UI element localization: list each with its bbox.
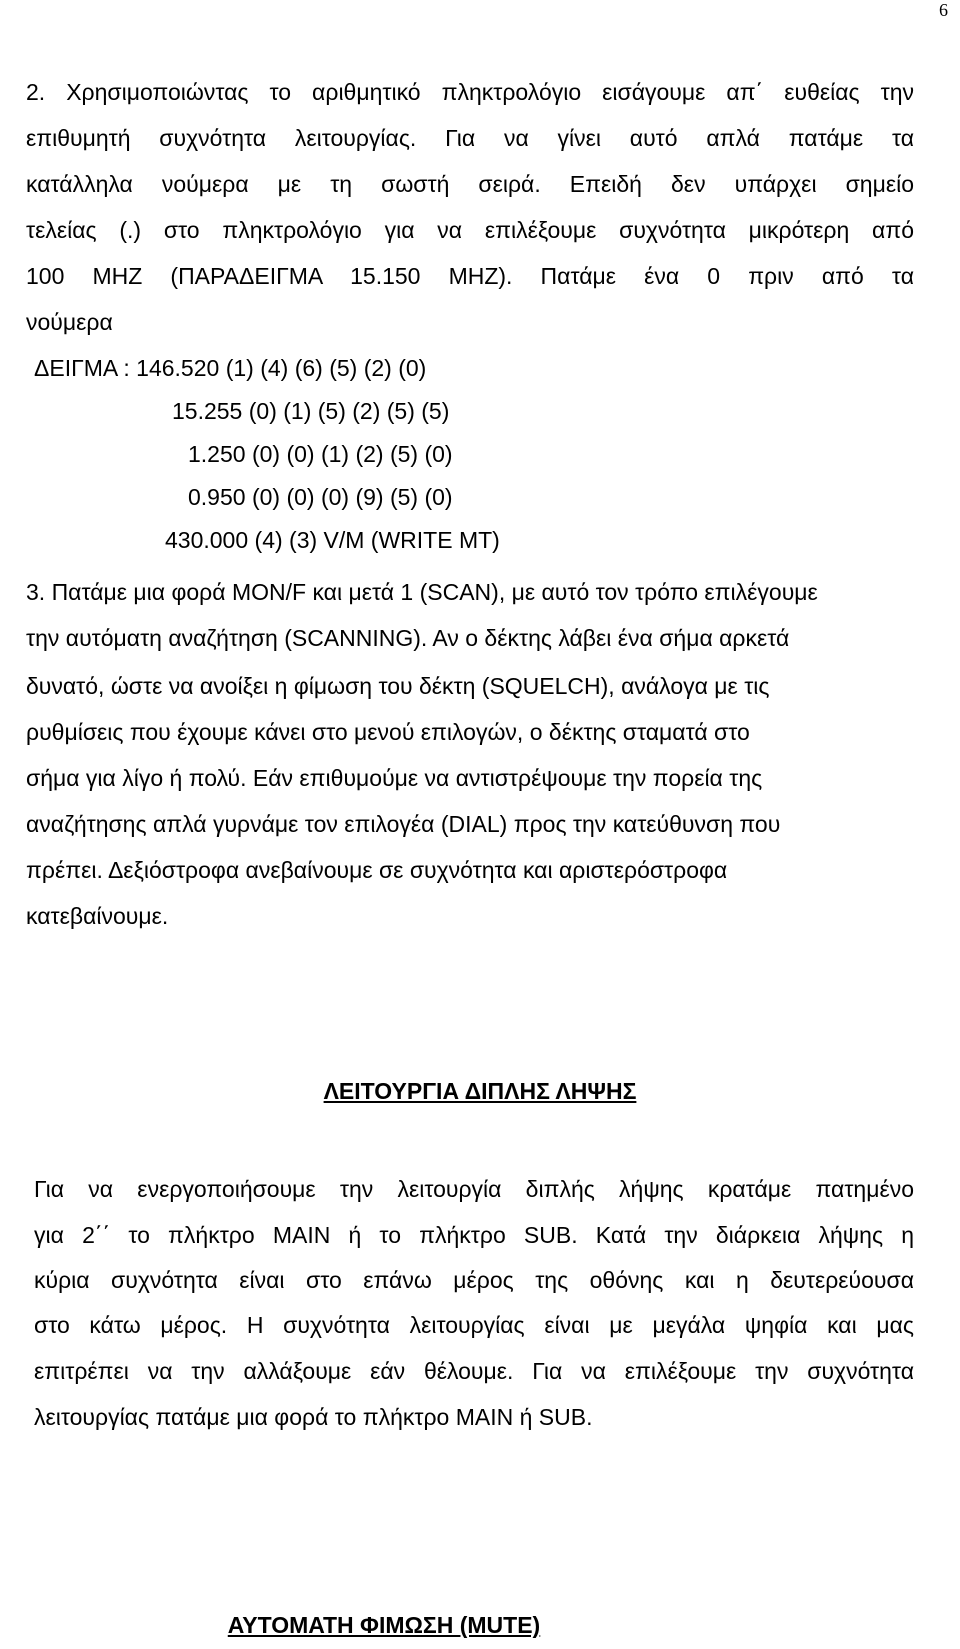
dual-receive-line-1: Για να ενεργοποιήσουμε την λειτουργία διπλής λήψης κρατάμε πατημένο	[34, 1176, 914, 1202]
example-line-1: ΔΕΙΓΜΑ : 146.520 (1) (4) (6) (5) (2) (0)	[34, 355, 427, 381]
dual-receive-line-4: στο κάτω μέρος. Η συχνότητα λειτουργίας είναι με μεγάλα ψηφία και μας	[34, 1312, 914, 1338]
dual-receive-line-3: κύρια συχνότητα είναι στο επάνω μέρος της οθόνης και η δευτερεύουσα	[34, 1267, 914, 1293]
section-3-line-3: δυνατό, ώστε να ανοίξει η φίμωση του δέκτη (SQUELCH), ανάλογα με τις	[26, 673, 770, 699]
section-3-line-2: την αυτόματη αναζήτηση (SCANNING). Αν ο δέκτης λάβει ένα σήμα αρκετά	[26, 625, 790, 651]
section-2-line-1: 2. Χρησιμοποιώντας το αριθμητικό πληκτρολόγιο εισάγουμε απ΄ ευθείας την	[26, 79, 914, 105]
section-3-line-7: πρέπει. Δεξιόστροφα ανεβαίνουμε σε συχνότητα και αριστερόστροφα	[26, 857, 728, 883]
section-2-line-4: τελείας (.) στο πληκτρολόγιο για να επιλέξουμε συχνότητα μικρότερη από	[26, 217, 914, 243]
mute-heading: ΑΥΤΟΜΑΤΗ ΦΙΜΩΣΗ (MUTE)	[227, 1612, 541, 1638]
section-3-line-8: κατεβαίνουμε.	[26, 903, 169, 929]
example-line-5: 430.000 (4) (3) V/M (WRITE MT)	[165, 527, 500, 553]
section-2-line-6: νούμερα	[26, 309, 113, 335]
page-number: 6	[939, 0, 948, 20]
section-2-line-3: κατάλληλα νούμερα με τη σωστή σειρά. Επειδή δεν υπάρχει σημείο	[26, 171, 914, 197]
example-line-3: 1.250 (0) (0) (1) (2) (5) (0)	[188, 441, 453, 467]
section-3-line-1: 3. Πατάμε μια φορά MON/F και μετά 1 (SCAN), με αυτό τον τρόπο επιλέγουμε	[26, 579, 818, 605]
dual-receive-line-2: για 2΄΄ το πλήκτρο MAIN ή το πλήκτρο SUB. Κατά την διάρκεια λήψης η	[34, 1222, 914, 1248]
section-3-line-4: ρυθμίσεις που έχουμε κάνει στο μενού επιλογών, ο δέκτης σταματά στο	[26, 719, 750, 745]
section-2-line-2: επιθυμητή συχνότητα λειτουργίας. Για να γίνει αυτό απλά πατάμε τα	[26, 125, 914, 151]
section-3-line-5: σήμα για λίγο ή πολύ. Εάν επιθυμούμε να αντιστρέψουμε την πορεία της	[26, 765, 763, 791]
example-line-4: 0.950 (0) (0) (0) (9) (5) (0)	[188, 484, 453, 510]
section-3-line-6: αναζήτησης απλά γυρνάμε τον επιλογέα (DIAL) προς την κατεύθυνση που	[26, 811, 781, 837]
dual-receive-heading: ΛΕΙΤΟΥΡΓΙΑ ΔΙΠΛΗΣ ΛΗΨΗΣ	[323, 1078, 637, 1104]
section-2-line-5: 100 MHZ (ΠΑΡΑΔΕΙΓΜΑ 15.150 MHZ). Πατάμε ένα 0 πριν από τα	[26, 263, 914, 289]
example-line-2: 15.255 (0) (1) (5) (2) (5) (5)	[172, 398, 450, 424]
dual-receive-line-5: επιτρέπει να την αλλάξουμε εάν θέλουμε. Για να επιλέξουμε την συχνότητα	[34, 1358, 914, 1384]
dual-receive-line-6: λειτουργίας πατάμε μια φορά το πλήκτρο MAIN ή SUB.	[34, 1404, 593, 1430]
